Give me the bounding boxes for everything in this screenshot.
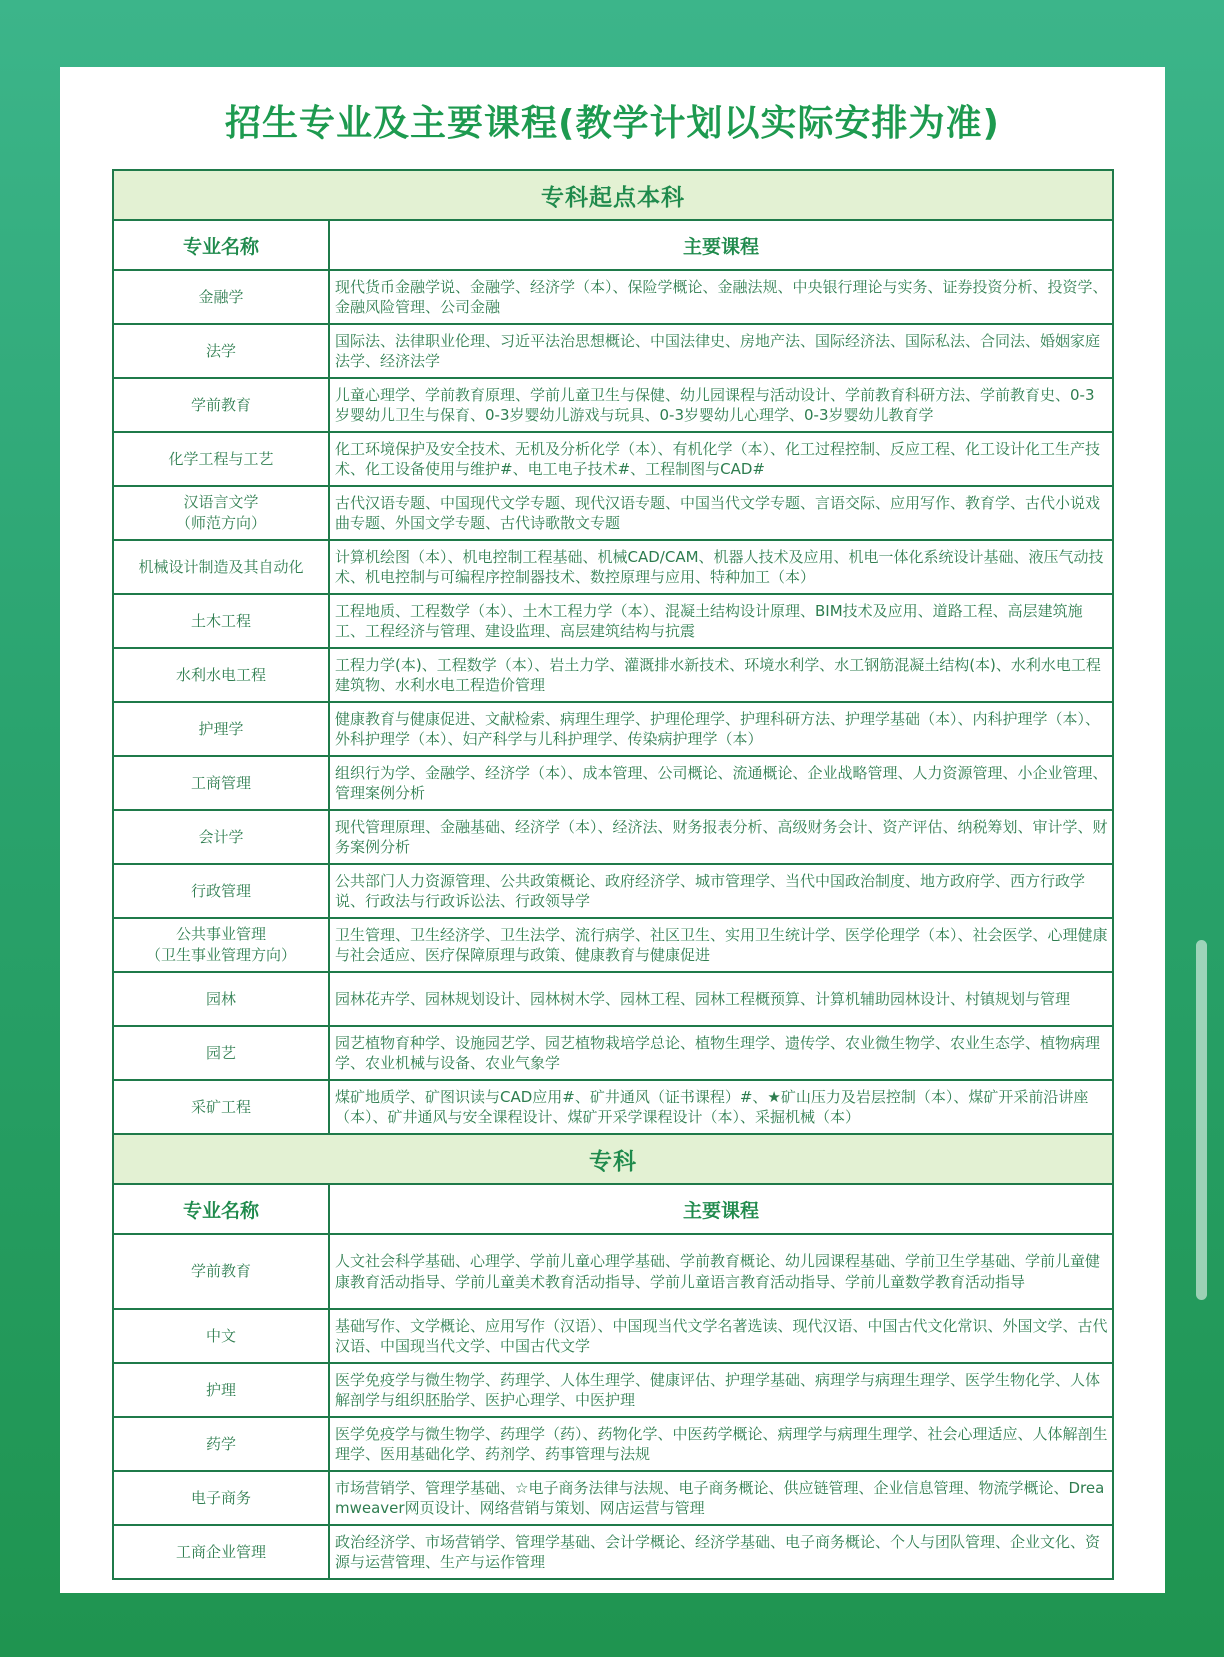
table-row: [113, 432, 1113, 486]
major-name-cell: 护理学: [113, 702, 329, 756]
table-row: [113, 1525, 1113, 1579]
table-row: [113, 810, 1113, 864]
major-name-cell: 行政管理: [113, 864, 329, 918]
main-courses-cell: 现代管理原理、金融基础、经济学（本）、经济法、财务报表分析、高级财务会计、资产评估、纳税筹划、审计学、财务案例分析: [329, 810, 1113, 864]
major-name-cell: 汉语言文学 （师范方向）: [113, 486, 329, 540]
main-courses-cell: 儿童心理学、学前教育原理、学前儿童卫生与保健、幼儿园课程与活动设计、学前教育科研方法、学前教育史、0-3岁婴幼儿卫生与保育、0-3岁婴幼儿游戏与玩具、0-3岁婴幼儿心理学、0-3岁婴幼儿教育学: [329, 378, 1113, 432]
major-name-cell: 护理: [113, 1363, 329, 1417]
table-row: [113, 1471, 1113, 1525]
major-name-cell: 金融学: [113, 270, 329, 324]
main-courses-cell: 卫生管理、卫生经济学、卫生法学、流行病学、社区卫生、实用卫生统计学、医学伦理学（本）、社会医学、心理健康与社会适应、医疗保障原理与政策、健康教育与健康促进: [329, 918, 1113, 972]
section-heading-row: [113, 1134, 1113, 1184]
major-name-cell: 园艺: [113, 1026, 329, 1080]
course-table-body: [113, 170, 1113, 1579]
main-courses-cell: 政治经济学、市场营销学、管理学基础、会计学概论、经济学基础、电子商务概论、个人与团队管理、企业文化、资源与运营管理、生产与运作管理: [329, 1525, 1113, 1579]
main-courses-cell: 医学免疫学与微生物学、药理学、人体生理学、健康评估、护理学基础、病理学与病理生理学、医学生物化学、人体解剖学与组织胚胎学、医护心理学、中医护理: [329, 1363, 1113, 1417]
table-row: [113, 972, 1113, 1026]
main-courses-cell: 公共部门人力资源管理、公共政策概论、政府经济学、城市管理学、当代中国政治制度、地方政府学、西方行政学说、行政法与行政诉讼法、行政领导学: [329, 864, 1113, 918]
table-row: [113, 378, 1113, 432]
column-header-row: [113, 220, 1113, 270]
major-name-cell: 工商企业管理: [113, 1525, 329, 1579]
main-courses-cell: 化工环境保护及安全技术、无机及分析化学（本）、有机化学（本）、化工过程控制、反应工程、化工设计化工生产技术、化工设备使用与维护#、电工电子技术#、工程制图与CAD#: [329, 432, 1113, 486]
document-page: [60, 67, 1165, 1593]
table-row: [113, 1080, 1113, 1134]
major-name-cell: 学前教育: [113, 378, 329, 432]
section-heading: 专科: [113, 1134, 1113, 1184]
table-row: [113, 1026, 1113, 1080]
major-name-cell: 学前教育: [113, 1234, 329, 1309]
table-row: [113, 324, 1113, 378]
major-name-cell: 中文: [113, 1309, 329, 1363]
table-row: [113, 270, 1113, 324]
main-courses-cell: 人文社会科学基础、心理学、学前儿童心理学基础、学前教育概论、幼儿园课程基础、学前卫生学基础、学前儿童健康教育活动指导、学前儿童美术教育活动指导、学前儿童语言教育活动指导、学前儿童数学教育活动指导: [329, 1234, 1113, 1309]
course-table-wrapper: [112, 169, 1112, 1580]
major-name-cell: 园林: [113, 972, 329, 1026]
course-table: [112, 169, 1114, 1580]
main-courses-cell: 健康教育与健康促进、文献检索、病理生理学、护理伦理学、护理科研方法、护理学基础（本）、内科护理学（本）、外科护理学（本）、妇产科学与儿科护理学、传染病护理学（本）: [329, 702, 1113, 756]
major-name-cell: 电子商务: [113, 1471, 329, 1525]
table-row: [113, 1417, 1113, 1471]
main-courses-cell: 古代汉语专题、中国现代文学专题、现代汉语专题、中国当代文学专题、言语交际、应用写作、教育学、古代小说戏曲专题、外国文学专题、古代诗歌散文专题: [329, 486, 1113, 540]
main-courses-cell: 工程力学(本)、工程数学（本）、岩土力学、灌溉排水新技术、环境水利学、水工钢筋混凝土结构(本)、水利水电工程建筑物、水利水电工程造价管理: [329, 648, 1113, 702]
page-title: 招生专业及主要课程(教学计划以实际安排为准): [225, 103, 1000, 144]
major-name-cell: 公共事业管理 （卫生事业管理方向）: [113, 918, 329, 972]
major-name-cell: 会计学: [113, 810, 329, 864]
major-name-cell: 药学: [113, 1417, 329, 1471]
table-row: [113, 702, 1113, 756]
major-name-cell: 水利水电工程: [113, 648, 329, 702]
table-row: [113, 1309, 1113, 1363]
main-courses-cell: 园艺植物育种学、设施园艺学、园艺植物栽培学总论、植物生理学、遗传学、农业微生物学、农业生态学、植物病理学、农业机械与设备、农业气象学: [329, 1026, 1113, 1080]
table-row: [113, 648, 1113, 702]
major-name-cell: 法学: [113, 324, 329, 378]
section-heading-row: [113, 170, 1113, 220]
table-row: [113, 486, 1113, 540]
table-row: [113, 864, 1113, 918]
main-courses-cell: 工程地质、工程数学（本）、土木工程力学（本）、混凝土结构设计原理、BIM技术及应用、道路工程、高层建筑施工、工程经济与管理、建设监理、高层建筑结构与抗震: [329, 594, 1113, 648]
column-header-main-courses: 主要课程: [329, 220, 1113, 270]
major-name-cell: 采矿工程: [113, 1080, 329, 1134]
table-row: [113, 1234, 1113, 1309]
main-courses-cell: 医学免疫学与微生物学、药理学（药）、药物化学、中医药学概论、病理学与病理生理学、社会心理适应、人体解剖生理学、医用基础化学、药剂学、药事管理与法规: [329, 1417, 1113, 1471]
table-row: [113, 540, 1113, 594]
main-courses-cell: 市场营销学、管理学基础、☆电子商务法律与法规、电子商务概论、供应链管理、企业信息管理、物流学概论、Dreamweaver网页设计、网络营销与策划、网店运营与管理: [329, 1471, 1113, 1525]
main-courses-cell: 现代货币金融学说、金融学、经济学（本）、保险学概论、金融法规、中央银行理论与实务、证券投资分析、投资学、金融风险管理、公司金融: [329, 270, 1113, 324]
table-row: [113, 1363, 1113, 1417]
main-courses-cell: 煤矿地质学、矿图识读与CAD应用#、矿井通风（证书课程）#、★矿山压力及岩层控制（本）、煤矿开采前沿讲座（本）、矿井通风与安全课程设计、煤矿开采学课程设计（本）、采掘机械（本）: [329, 1080, 1113, 1134]
main-courses-cell: 组织行为学、金融学、经济学（本）、成本管理、公司概论、流通概论、企业战略管理、人力资源管理、小企业管理、管理案例分析: [329, 756, 1113, 810]
table-row: [113, 594, 1113, 648]
table-row: [113, 918, 1113, 972]
main-courses-cell: 基础写作、文学概论、应用写作（汉语）、中国现当代文学名著选读、现代汉语、中国古代文化常识、外国文学、古代汉语、中国现当代文学、中国古代文学: [329, 1309, 1113, 1363]
table-row: [113, 756, 1113, 810]
major-name-cell: 机械设计制造及其自动化: [113, 540, 329, 594]
column-header-major-name: 专业名称: [113, 220, 329, 270]
scrollbar[interactable]: [1196, 940, 1207, 1300]
main-courses-cell: 园林花卉学、园林规划设计、园林树木学、园林工程、园林工程概预算、计算机辅助园林设计、村镇规划与管理: [329, 972, 1113, 1026]
column-header-main-courses: 主要课程: [329, 1184, 1113, 1234]
main-courses-cell: 国际法、法律职业伦理、习近平法治思想概论、中国法律史、房地产法、国际经济法、国际私法、合同法、婚姻家庭法学、经济法学: [329, 324, 1113, 378]
section-heading: 专科起点本科: [113, 170, 1113, 220]
major-name-cell: 工商管理: [113, 756, 329, 810]
main-courses-cell: 计算机绘图（本）、机电控制工程基础、机械CAD/CAM、机器人技术及应用、机电一体化系统设计基础、液压气动技术、机电控制与可编程序控制器技术、数控原理与应用、特种加工（本）: [329, 540, 1113, 594]
major-name-cell: 土木工程: [113, 594, 329, 648]
major-name-cell: 化学工程与工艺: [113, 432, 329, 486]
column-header-major-name: 专业名称: [113, 1184, 329, 1234]
column-header-row: [113, 1184, 1113, 1234]
